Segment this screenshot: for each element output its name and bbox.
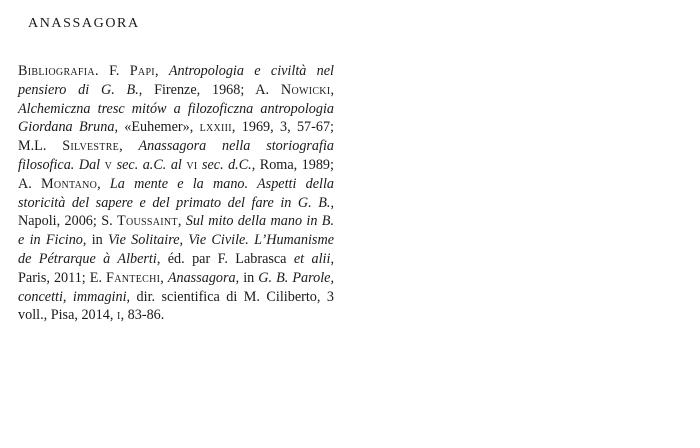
bibliography-text-run: Sul mito della mano in B. e in Ficino	[18, 213, 334, 249]
bibliography-text-run: ,	[154, 63, 169, 79]
bibliography-text-run: sec. d.C.	[197, 156, 252, 173]
bibliography-text-run: ,	[160, 269, 168, 286]
bibliography-text-run: Montano	[41, 175, 98, 192]
running-head-title: ANASSAGORA	[28, 16, 140, 31]
bibliography-text-run: Nowicki	[280, 81, 331, 98]
bibliography-text-run: , dir. scientifica di M. Ciliberto, 3 voll., Pisa, 2014,	[18, 288, 334, 324]
bibliography-text-run: Fantechi	[106, 269, 161, 286]
bibliography-heading: Bibliografia.	[18, 63, 99, 79]
bibliography-text-run: , Napoli, 2006; S.	[18, 194, 334, 230]
bibliography-text-run: , Paris, 2011; E.	[18, 250, 334, 286]
bibliography-text-run: Papi	[129, 63, 155, 79]
bibliography-text-run: Anassagora	[167, 269, 236, 286]
bibliography-text-run: Silvestre	[62, 138, 120, 155]
bibliography-text-run: lxxiii	[199, 119, 232, 136]
bibliography-text-run: Antropologia e civiltà nel pensiero di G. B.	[18, 63, 335, 98]
bibliography-text-run: Vie Solitaire, Vie Civile. L’Humanisme de Pétrarque à Alberti	[18, 232, 334, 267]
bibliography-text-run: ,	[177, 213, 186, 230]
bibliography-text-run: , in	[82, 232, 109, 249]
bibliography-text-run: ,	[97, 175, 110, 192]
bibliography-text-run: La mente e la mano. Aspetti della storicità del sapere e del primato del fare in G. B.	[18, 175, 335, 211]
bibliography-text-run: G. B. Parole, concetti, immagini	[18, 269, 335, 305]
bibliography-text-run: Toussaint	[116, 213, 178, 230]
bibliography-text-run: ,	[119, 138, 139, 155]
bibliography-text-run: et alii	[293, 250, 331, 267]
bibliography-text-run: , éd. par F. Labrasca	[156, 250, 294, 267]
bibliography-text-run: , in	[235, 269, 259, 286]
bibliography-text-run: v	[104, 156, 113, 173]
bibliography-text-run: , 83-86.	[120, 307, 165, 324]
bibliography-text-run: i	[116, 307, 121, 324]
bibliography-text-run: , 1969, 3, 57-67; M.L.	[18, 119, 334, 155]
bibliography-text-run: F.	[98, 63, 130, 79]
bibliography-entry	[18, 62, 334, 325]
bibliography-text-run: ,	[330, 81, 335, 98]
bibliography-text-run: sec. a.C. al	[112, 156, 187, 173]
bibliography-text-run: , Firenze, 1968; A.	[138, 81, 281, 98]
bibliography-text-run: , «Euhemer»,	[114, 119, 200, 136]
bibliography-text-run: Alchemiczna tresc mitów a filozoficzna antropologia Giordana Bruna	[18, 100, 334, 136]
bibliography-text-run: vi	[186, 156, 198, 173]
bibliography-text-run: , Roma, 1989; A.	[18, 156, 334, 192]
bibliography-text-run: Anassagora nella storiografia filosofica. Dal	[18, 138, 335, 173]
